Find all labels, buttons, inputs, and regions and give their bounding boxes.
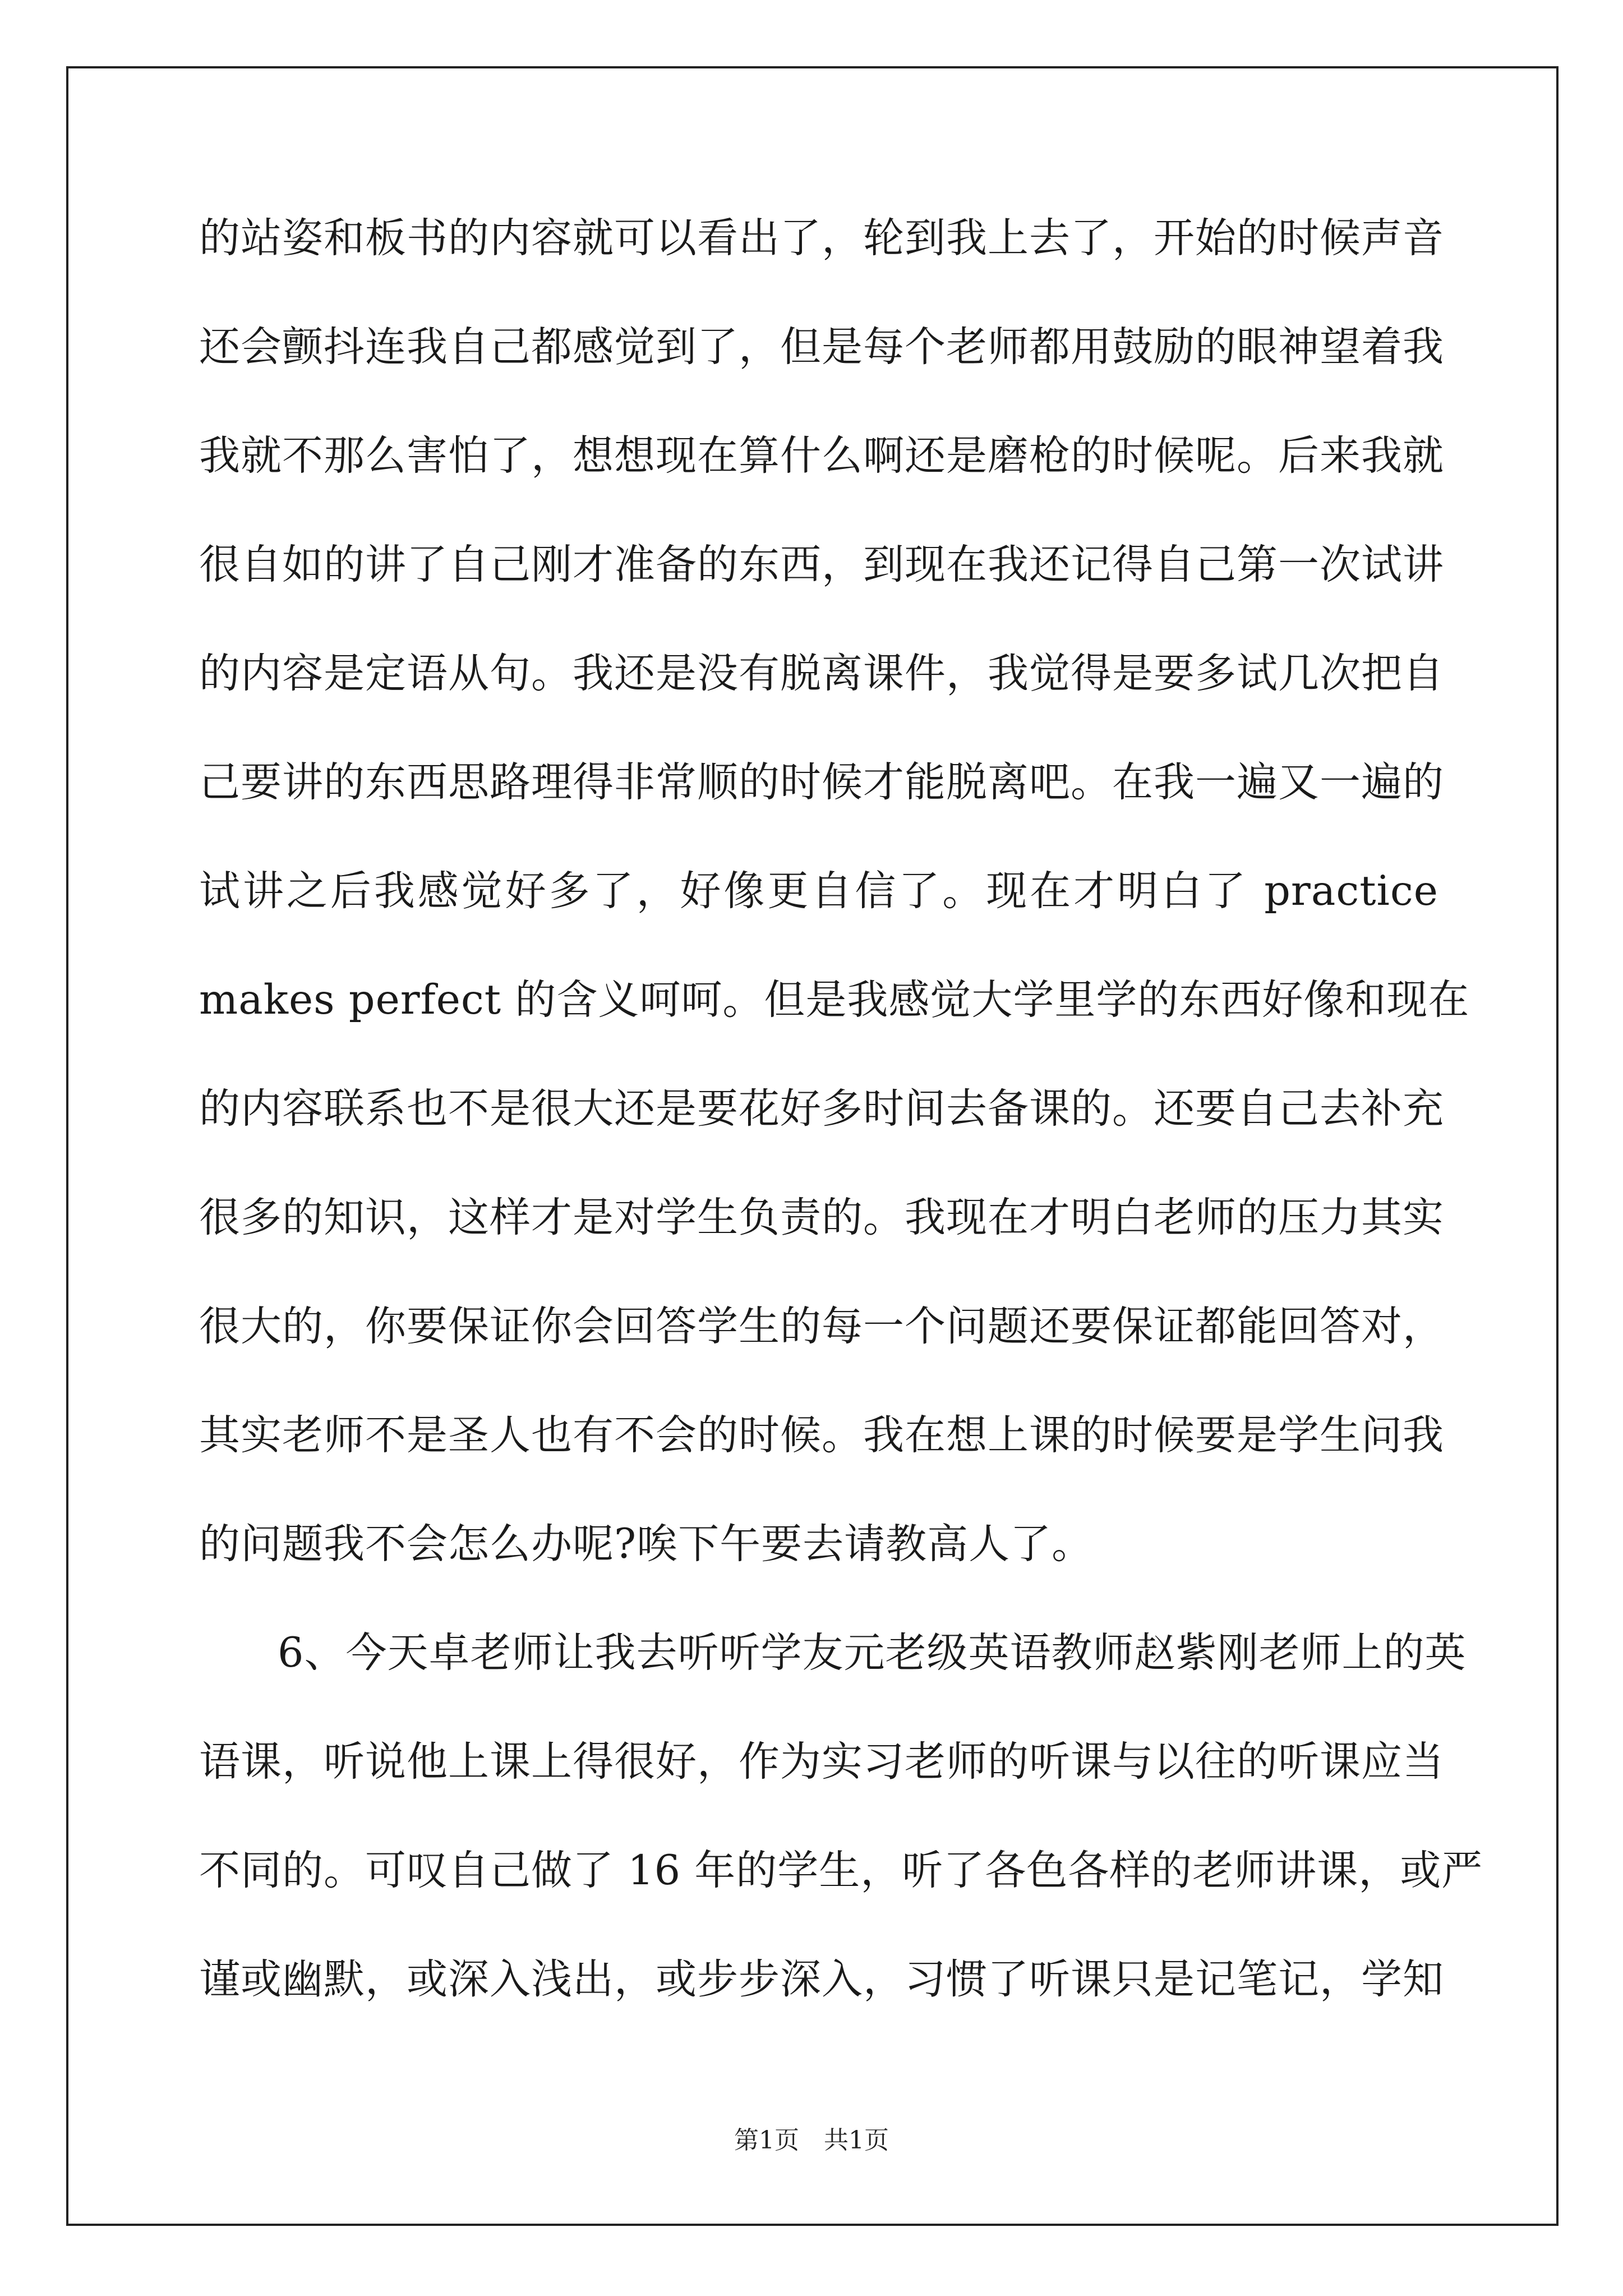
text-line: 的问题我不会怎么办呢?唉下午要去请教高人了。	[199, 1520, 1094, 1568]
text-line: 语课，听说他上课上得很好，作为实习老师的听课与以往的听课应当	[199, 1738, 1444, 1786]
text-line: 不同的。可叹自己做了 16 年的学生，听了各色各样的老师讲课，或严	[199, 1847, 1483, 1894]
text-line: 其实老师不是圣人也有不会的时候。我在想上课的时候要是学生问我	[199, 1411, 1444, 1459]
text-line: 试讲之后我感觉好多了，好像更自信了。现在才明白了 practice	[199, 867, 1438, 915]
text-line: 很多的知识，这样才是对学生负责的。我现在才明白老师的压力其实	[199, 1194, 1444, 1241]
text-line: 的内容是定语从句。我还是没有脱离课件，我觉得是要多试几次把自	[199, 650, 1444, 697]
text-line: 我就不那么害怕了，想想现在算什么啊还是磨枪的时候呢。后来我就	[199, 432, 1444, 480]
document-body	[199, 211, 1483, 2062]
paragraph-start-line: 6、今天卓老师让我去听听学友元老级英语教师赵紫刚老师上的英	[278, 1629, 1467, 1677]
page-number-footer: 第1页 共1页	[734, 2126, 889, 2155]
text-line: 己要讲的东西思路理得非常顺的时候才能脱离吧。在我一遍又一遍的	[199, 758, 1444, 806]
text-line: 的内容联系也不是很大还是要花好多时间去备课的。还要自己去补充	[199, 1085, 1444, 1133]
text-line: 还会颤抖连我自己都感觉到了，但是每个老师都用鼓励的眼神望着我	[199, 323, 1444, 371]
text-line: makes perfect 的含义呵呵。但是我感觉大学里学的东西好像和现在	[199, 976, 1470, 1024]
text-line: 谨或幽默，或深入浅出，或步步深入，习惯了听课只是记笔记，学知	[199, 1955, 1444, 2003]
text-line: 很自如的讲了自己刚才准备的东西，到现在我还记得自己第一次试讲	[199, 541, 1444, 588]
text-line: 很大的，你要保证你会回答学生的每一个问题还要保证都能回答对，	[199, 1303, 1444, 1350]
text-line: 的站姿和板书的内容就可以看出了，轮到我上去了，开始的时候声音	[199, 214, 1444, 262]
